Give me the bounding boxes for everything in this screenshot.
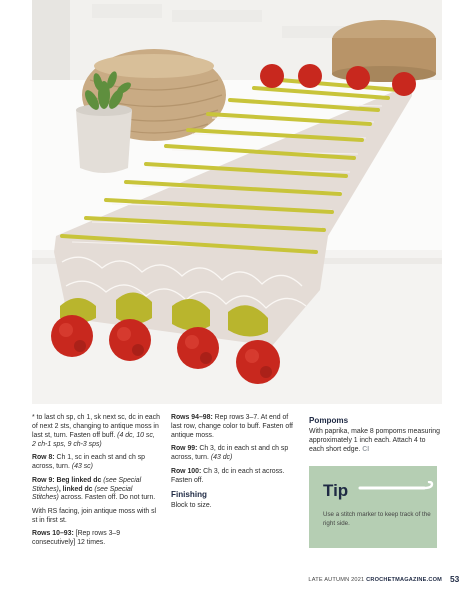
tip-box [309, 466, 437, 548]
page-number: 53 [450, 574, 460, 584]
row-100: Row 100: Ch 3, dc in each st across. Fasten off. [171, 467, 285, 484]
crochet-hook-icon [358, 481, 438, 495]
row-9: Row 9: Beg linked dc (see Special Stitches), linked dc (see Special Stitches) across. Fasten off. Do not turn. [32, 476, 156, 502]
end-mark: CI [362, 445, 370, 453]
pompoms-heading: Pompoms [309, 416, 349, 425]
row-99: Row 99: Ch 3, dc in each st and ch sp across, turn. (43 dc) [171, 445, 289, 462]
finishing-heading: Finishing [171, 490, 207, 500]
product-photo [32, 0, 442, 404]
rows-94-98: Rows 94–98: Rep rows 3–7. At end of last row, change color to buff. Fasten off antique moss. [171, 414, 293, 439]
paragraph-continuation: * to last ch sp, ch 1, sk next sc, dc in each of next 2 sts, changing to antique moss in last st, turn. Fasten off buff. (4 dc, 10 sc, 2 ch-1 sps, 9 ch-3 sps) [32, 414, 160, 448]
join-instruction: With RS facing, join antique moss with sl st in first st. [32, 507, 157, 524]
finishing-text: Block to size. [171, 502, 212, 510]
rows-10-93: Rows 10–93: [Rep rows 3–9 consecutively] 12 times. [32, 530, 121, 547]
instructions-column-1 [32, 414, 160, 553]
row-8: Row 8: Ch 1, sc in each st and ch sp across, turn. (43 sc) [32, 454, 145, 471]
footer: LATE AUTUMN 2021 CROCHETMAGAZINE.COM [308, 577, 442, 583]
instructions-column-3 [309, 414, 442, 459]
instructions-column-2 [171, 414, 299, 516]
pompoms-text: With paprika, make 8 pompoms measuring approximately 1 inch each. Attach 4 to each short edge. CI [309, 428, 440, 453]
tip-body: Use a stitch marker to keep track of the right side. [323, 511, 431, 527]
tip-title: Tip [323, 481, 349, 500]
